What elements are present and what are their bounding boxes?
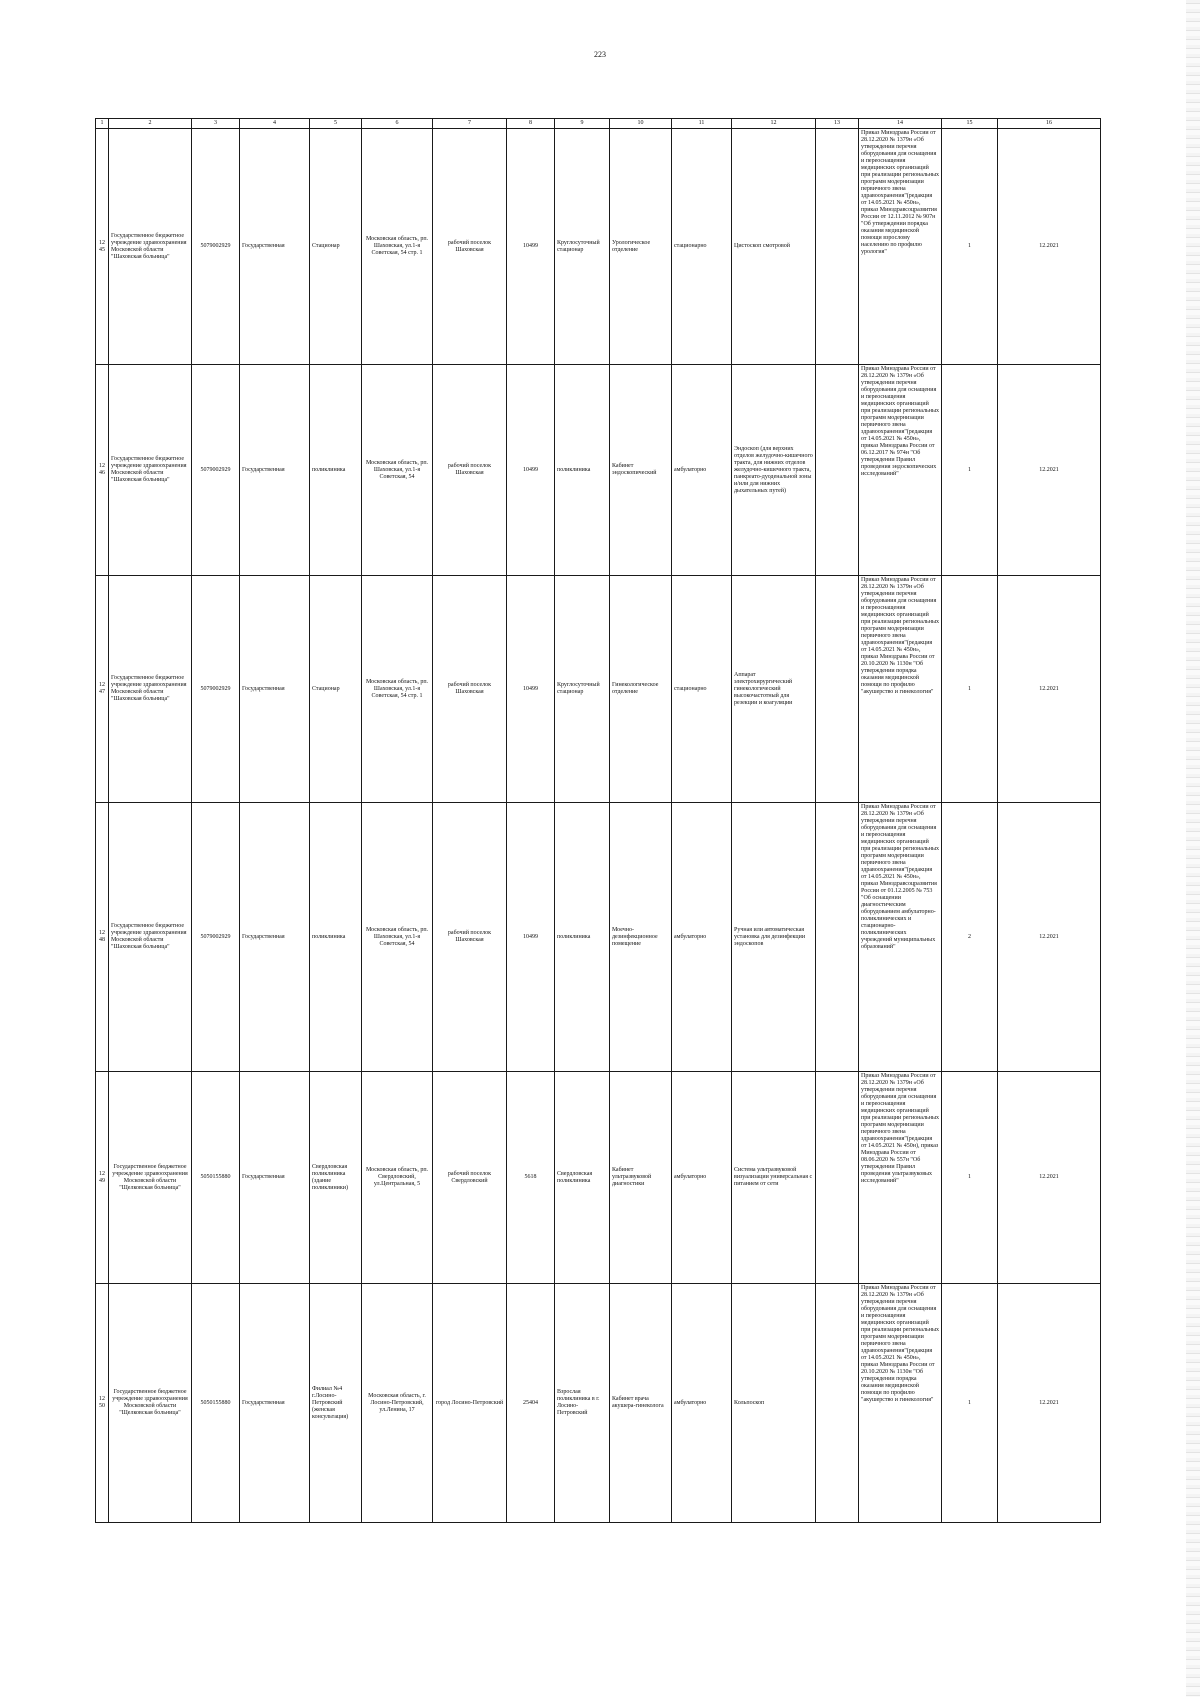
- legal-basis: Приказ Минздрава России от 28.12.2020 № 1379н «Об утверждении перечня оборудования для оснащения и переоснащения медицинских организаций при реализации региональных программ модернизации первичного звена здравоохранения"(редакция от 14.05.2021 № 450н», приказ Минздравсоцразвития России от 01.12.2005 № 753 "Об оснащении диагностическим оборудованием амбулаторно-поликлинических и стационарно-поликлинических учреждений муниципальных образований": [859, 803, 942, 1072]
- column-number: 10: [610, 119, 672, 129]
- ownership-form: Государственная: [240, 803, 310, 1072]
- locality: рабочий поселок Шаховская: [433, 128, 507, 365]
- table-row: [96, 576, 1101, 803]
- equipment-name: Кольпоскоп: [732, 1284, 816, 1523]
- column-number: 3: [192, 119, 240, 129]
- column-13-cell: [816, 365, 859, 576]
- locality: город Лосино-Петровский: [433, 1284, 507, 1523]
- address: Московская область, рп. Шаховская, ул.1-я Советская, 54 стр. 1: [362, 128, 433, 365]
- legal-basis: Приказ Минздрава России от 28.12.2020 № 1379н «Об утверждении перечня оборудования для оснащения и переоснащения медицинских организаций при реализации региональных программ модернизации первичного звена здравоохранения"(редакция от 14.05.2021 № 450н», приказ Минздрава России от 20.10.2020 № 1130н "Об утверждении порядка оказания медицинской помощи по профилю "акушерство и гинекология": [859, 576, 942, 803]
- scan-edge-artifact: [1186, 0, 1200, 1697]
- delivery-date: 12.2021: [998, 365, 1101, 576]
- address: Московская область, рп. Свердловский, ул.Центральная, 5: [362, 1072, 433, 1284]
- structural-unit: Взрослая поликлиника в г. Лосино-Петровский: [555, 1284, 610, 1523]
- quantity: 1: [942, 1284, 998, 1523]
- row-number: 1249: [96, 1072, 109, 1284]
- column-number: 2: [109, 119, 192, 129]
- column-number: 6: [362, 119, 433, 129]
- delivery-date: 12.2021: [998, 576, 1101, 803]
- address: Московская область, рп. Шаховская, ул.1-я Советская, 54 стр. 1: [362, 576, 433, 803]
- table-row: [96, 1072, 1101, 1284]
- inn: 5050155880: [192, 1284, 240, 1523]
- address: Московская область, рп. Шаховская, ул.1-я Советская, 54: [362, 803, 433, 1072]
- column-number-row: [96, 119, 1101, 129]
- population: 10499: [507, 576, 555, 803]
- table-row: [96, 1284, 1101, 1523]
- ownership-form: Государственная: [240, 1284, 310, 1523]
- department: Гинекологическое отделение: [610, 576, 672, 803]
- inn: 5079002929: [192, 576, 240, 803]
- division-name: Стационар: [310, 128, 362, 365]
- quantity: 1: [942, 576, 998, 803]
- quantity: 2: [942, 803, 998, 1072]
- structural-unit: поликлиника: [555, 803, 610, 1072]
- department: Кабинет ультразвуковой диагностики: [610, 1072, 672, 1284]
- delivery-date: 12.2021: [998, 1072, 1101, 1284]
- population: 25404: [507, 1284, 555, 1523]
- structural-unit: Круглосуточный стационар: [555, 576, 610, 803]
- inn: 5079002929: [192, 128, 240, 365]
- ownership-form: Государственная: [240, 576, 310, 803]
- equipment-name: Система ультразвуковой визуализации универсальная с питанием от сети: [732, 1072, 816, 1284]
- equipment-registry-table: [95, 118, 1101, 1523]
- division-name: Свердловская поликлиника (здание поликлиники): [310, 1072, 362, 1284]
- division-name: поликлиника: [310, 365, 362, 576]
- department: Моечно-дезинфекционное помещение: [610, 803, 672, 1072]
- locality: рабочий поселок Шаховская: [433, 576, 507, 803]
- row-number: 1246: [96, 365, 109, 576]
- delivery-date: 12.2021: [998, 1284, 1101, 1523]
- column-13-cell: [816, 1072, 859, 1284]
- column-number: 11: [672, 119, 732, 129]
- equipment-name: Ручная или автоматическая установка для дезинфекции эндоскопов: [732, 803, 816, 1072]
- column-number: 1: [96, 119, 109, 129]
- legal-basis: Приказ Минздрава России от 28.12.2020 № 1379н «Об утверждении перечня оборудования для оснащения и переоснащения медицинских организаций при реализации региональных программ модернизации первичного звена здравоохранения"(редакция от 14.05.2021 № 450н», приказ Минздравсоцразвития России от 12.11.2012 № 907н "Об утверждении порядка оказания медицинской помощи взрослому населению по профилю урология": [859, 128, 942, 365]
- organization-name: Государственное бюджетное учреждение здравоохранения Московской области "Шаховская больница": [109, 365, 192, 576]
- equipment-name: Аппарат электрохирургический гинекологический высокочастотный для резекции и коагуляции: [732, 576, 816, 803]
- structural-unit: Свердловская поликлиника: [555, 1072, 610, 1284]
- population: 10499: [507, 128, 555, 365]
- department: Урологическое отделение: [610, 128, 672, 365]
- division-name: Стационар: [310, 576, 362, 803]
- department: Кабинет врача акушера-гинеколога: [610, 1284, 672, 1523]
- department: Кабинет эндоскопический: [610, 365, 672, 576]
- quantity: 1: [942, 1072, 998, 1284]
- row-number: 1250: [96, 1284, 109, 1523]
- column-13-cell: [816, 128, 859, 365]
- column-number: 8: [507, 119, 555, 129]
- row-number: 1248: [96, 803, 109, 1072]
- legal-basis: Приказ Минздрава России от 28.12.2020 № 1379н «Об утверждении перечня оборудования для оснащения и переоснащения медицинских организаций при реализации региональных программ модернизации первичного звена здравоохранения"(редакция от 14.05.2021 № 450н», приказ Минздрава России от 20.10.2020 № 1130н "Об утверждении порядка оказания медицинской помощи по профилю "акушерство и гинекология": [859, 1284, 942, 1523]
- column-13-cell: [816, 1284, 859, 1523]
- organization-name: Государственное бюджетное учреждение здравоохранения Московской области "Шаховская больница": [109, 576, 192, 803]
- delivery-date: 12.2021: [998, 803, 1101, 1072]
- care-type: стационарно: [672, 576, 732, 803]
- inn: 5050155880: [192, 1072, 240, 1284]
- legal-basis: Приказ Минздрава России от 28.12.2020 № 1379н «Об утверждении перечня оборудования для оснащения и переоснащения медицинских организаций при реализации региональных программ модернизации первичного звена здравоохранения"(редакция от 14.05.2021 № 450н», приказ Минздрава России от 06.12.2017 № 974н "Об утверждении Правил проведения эндоскопических исследований": [859, 365, 942, 576]
- column-number: 9: [555, 119, 610, 129]
- ownership-form: Государственная: [240, 1072, 310, 1284]
- organization-name: Государственное бюджетное учреждение здравоохранения Московской области "Шаховская больница": [109, 128, 192, 365]
- column-13-cell: [816, 803, 859, 1072]
- care-type: амбулаторно: [672, 365, 732, 576]
- page-number: 223: [594, 50, 606, 59]
- organization-name: Государственное бюджетное учреждение здравоохранения Московской области "Щелковская больница": [109, 1072, 192, 1284]
- division-name: поликлиника: [310, 803, 362, 1072]
- column-13-cell: [816, 576, 859, 803]
- equipment-name: Цистоскоп смотровой: [732, 128, 816, 365]
- locality: рабочий поселок Шаховская: [433, 365, 507, 576]
- care-type: стационарно: [672, 128, 732, 365]
- structural-unit: поликлиника: [555, 365, 610, 576]
- equipment-name: Эндоскоп (для верхних отделов желудочно-кишечного тракта, для нижних отделов желудочно-кишечного тракта, панкреато-дуоденальной зоны и/или для нижних дыхательных путей): [732, 365, 816, 576]
- care-type: амбулаторно: [672, 1072, 732, 1284]
- column-number: 7: [433, 119, 507, 129]
- table-row: [96, 365, 1101, 576]
- column-number: 4: [240, 119, 310, 129]
- ownership-form: Государственная: [240, 128, 310, 365]
- table-row: [96, 128, 1101, 365]
- organization-name: Государственное бюджетное учреждение здравоохранения Московской области "Щелковская больница": [109, 1284, 192, 1523]
- locality: рабочий поселок Шаховская: [433, 803, 507, 1072]
- column-number: 13: [816, 119, 859, 129]
- row-number: 1247: [96, 576, 109, 803]
- address: Московская область, рп. Шаховская, ул.1-я Советская, 54: [362, 365, 433, 576]
- quantity: 1: [942, 128, 998, 365]
- column-number: 14: [859, 119, 942, 129]
- delivery-date: 12.2021: [998, 128, 1101, 365]
- locality: рабочий поселок Свердловский: [433, 1072, 507, 1284]
- column-number: 15: [942, 119, 998, 129]
- division-name: Филиал №4 г.Лосино-Петровский (женская консультация): [310, 1284, 362, 1523]
- organization-name: Государственное бюджетное учреждение здравоохранения Московской области "Шаховская больница": [109, 803, 192, 1072]
- column-number: 5: [310, 119, 362, 129]
- structural-unit: Круглосуточный стационар: [555, 128, 610, 365]
- ownership-form: Государственная: [240, 365, 310, 576]
- care-type: амбулаторно: [672, 1284, 732, 1523]
- care-type: амбулаторно: [672, 803, 732, 1072]
- inn: 5079002929: [192, 803, 240, 1072]
- population: 10499: [507, 365, 555, 576]
- quantity: 1: [942, 365, 998, 576]
- column-number: 12: [732, 119, 816, 129]
- row-number: 1245: [96, 128, 109, 365]
- address: Московская область, г. Лосино-Петровский, ул.Ленина, 17: [362, 1284, 433, 1523]
- table-row: [96, 803, 1101, 1072]
- legal-basis: Приказ Минздрава России от 28.12.2020 № 1379н «Об утверждении перечня оборудования для оснащения и переоснащения медицинских организаций при реализации региональных программ модернизации первичного звена здравоохранения"(редакция от 14.05.2021 № 450н), приказ Минздрава России от 08.06.2020 № 557н "Об утверждении Правил проведения ультразвуковых исследований": [859, 1072, 942, 1284]
- column-number: 16: [998, 119, 1101, 129]
- population: 5618: [507, 1072, 555, 1284]
- population: 10499: [507, 803, 555, 1072]
- inn: 5079002929: [192, 365, 240, 576]
